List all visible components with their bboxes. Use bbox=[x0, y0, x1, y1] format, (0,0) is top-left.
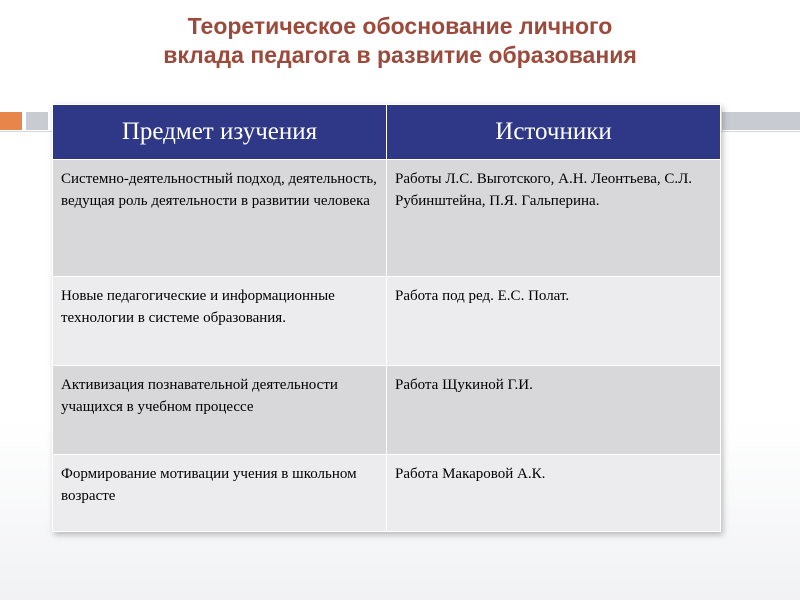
cell-source: Работа Щукиной Г.И. bbox=[387, 366, 721, 455]
cell-source: Работы Л.С. Выготского, А.Н. Леонтьева, С.Л. Рубинштейна, П.Я. Гальперина. bbox=[387, 160, 721, 277]
header-subject: Предмет изучения bbox=[53, 105, 387, 160]
table-row bbox=[53, 455, 721, 532]
cell-subject: Формирование мотивации учения в школьном возрасте bbox=[53, 455, 387, 532]
table-row bbox=[53, 366, 721, 455]
slide-title bbox=[60, 12, 740, 70]
table-row bbox=[53, 277, 721, 366]
table-header-row bbox=[53, 105, 721, 160]
title-line-1: Теоретическое обоснование личного bbox=[187, 13, 613, 39]
cell-subject: Активизация познавательной деятельности учащихся в учебном процессе bbox=[53, 366, 387, 455]
cell-subject: Системно-деятельностный подход, деятельность, ведущая роль деятельности в развитии человека bbox=[53, 160, 387, 277]
header-sources: Источники bbox=[387, 105, 721, 160]
sources-table bbox=[52, 104, 721, 532]
table-row bbox=[53, 160, 721, 277]
accent-bar-gray-right bbox=[722, 112, 800, 130]
accent-bar-gray-left bbox=[26, 112, 48, 130]
cell-source: Работа Макаровой А.К. bbox=[387, 455, 721, 532]
title-line-2: вклада педагога в развитие образования bbox=[163, 42, 637, 68]
cell-source: Работа под ред. Е.С. Полат. bbox=[387, 277, 721, 366]
accent-bar-orange bbox=[0, 112, 22, 130]
cell-subject: Новые педагогические и информационные технологии в системе образования. bbox=[53, 277, 387, 366]
